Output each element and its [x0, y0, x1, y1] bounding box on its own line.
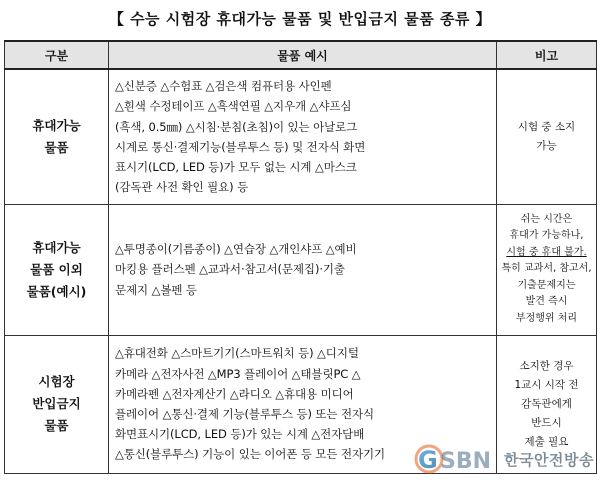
item-line: 마킹용 플러스펜 △교과서·참고서(문제집)·기출 [115, 262, 345, 277]
item-line: △투명종이(기름종이) △연습장 △개인샤프 △예비 [115, 242, 357, 257]
category-line: 시험장 [38, 374, 75, 389]
watermark-text: 한국안전방송 [504, 450, 594, 469]
table-row [5, 335, 597, 473]
category-line: 물품 이외 [30, 261, 83, 277]
item-line: 표시기(LCD, LED 등)가 모두 없는 시계 △마스크 [115, 159, 357, 174]
item-line: △신분증 △수험표 △검은색 컴퓨터용 사인펜 [115, 79, 332, 94]
table-row [5, 69, 597, 204]
svg-text:SBN: SBN [440, 449, 492, 474]
category-line: 휴대가능 [32, 117, 81, 133]
svg-text:G: G [418, 446, 438, 474]
item-line: 문제지 △볼펜 등 [115, 282, 197, 297]
note-line: 가능 [536, 139, 557, 152]
note-line: 감독관에게 [521, 397, 572, 410]
note-cell [497, 204, 597, 335]
note-line: 기출문제지는 [517, 279, 576, 291]
note-line: 소지한 경우 [519, 359, 574, 372]
note-line: 시험 중 휴대 불가. [506, 246, 587, 258]
category-line: 물품(예시) [26, 283, 87, 299]
category-cell [5, 204, 109, 335]
item-line: △통신(블루투스) 기능이 있는 이어폰 등 모든 전자기기 [115, 447, 386, 462]
category-line: 물품 [44, 139, 69, 155]
note-cell [497, 69, 597, 204]
item-line: 카메라 △전자사전 △MP3 플레이어 △태블릿PC △ [115, 366, 361, 381]
items-cell [109, 335, 497, 473]
table-header-row [5, 41, 597, 69]
item-line: 플레이어 △통신·결제 기능(블루투스 등) 또는 전자식 [115, 407, 375, 421]
category-line: 반입금지 [32, 396, 81, 411]
items-cell [109, 204, 497, 335]
item-line: △휴대전화 △스마트기기(스마트워치 등) △디지털 [115, 346, 359, 361]
category-cell [5, 335, 109, 473]
note-line: 시험 중 소지 [517, 120, 576, 133]
table-row [5, 204, 597, 335]
note-line: 특히 교과서, 참고서, [501, 263, 592, 275]
page-title: 【 수능 시험장 휴대가능 물품 및 반입금지 물품 종류 】 [108, 10, 492, 28]
category-cell [5, 69, 109, 204]
category-line: 물품 [44, 418, 69, 433]
note-line: 쉬는 시간은 [520, 213, 573, 225]
items-table [4, 40, 597, 474]
item-line: 카메라펜 △전자계산기 △라디오 △휴대용 미디어 [115, 386, 354, 401]
item-line: (흑색, 0.5㎜) △시침·분침(초침)이 있는 아날로그 [115, 119, 358, 134]
note-line: 제출 필요 [524, 435, 569, 448]
header-items: 물품 예시 [109, 41, 497, 69]
item-line: △흰색 수정테이프 △흑색연필 △지우개 △샤프심 [115, 99, 352, 114]
note-line: 휴대가 가능하나, [509, 230, 584, 242]
items-cell [109, 69, 497, 204]
item-line: 시계로 통신·결제기능(블루투스 등) 및 전자식 화면 [115, 139, 366, 154]
note-line: 발견 즉시 [525, 296, 568, 308]
item-line: 화면표시기(LCD, LED 등)가 있는 시계 △전자담배 [115, 427, 365, 442]
category-line: 휴대가능 [32, 239, 81, 255]
note-line: 부정행위 처리 [515, 312, 578, 324]
item-line: (감독관 사전 확인 필요) 등 [115, 180, 249, 195]
header-note: 비고 [497, 41, 597, 69]
note-line: 1교시 시작 전 [514, 378, 579, 391]
note-line: 반드시 [531, 416, 562, 429]
note-cell [497, 335, 597, 473]
header-category: 구분 [5, 41, 109, 69]
